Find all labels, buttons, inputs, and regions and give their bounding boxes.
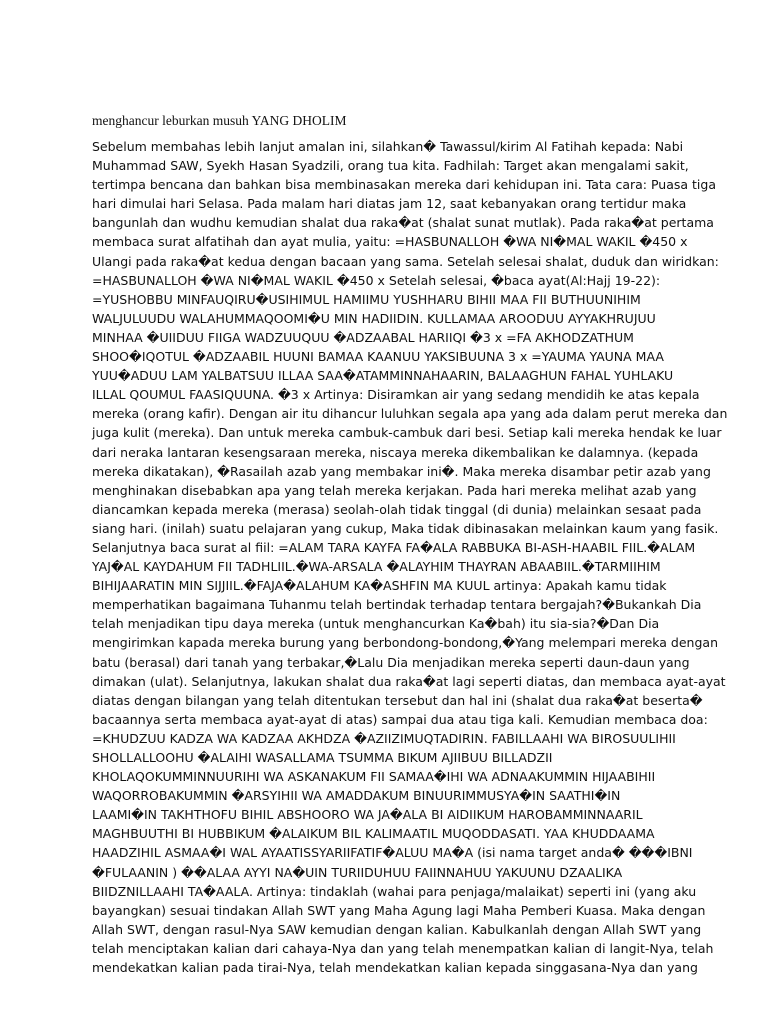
body-text-line: menghinakan disebabkan apa yang telah mereka kerjakan. Pada hari mereka melihat azab yang [92,482,697,498]
body-text-line: YUU�ADUU LAM YALBATSUU ILLAA SAA�ATAMMINNAHAARIN, BALAAGHUN FAHAL YUHLAKU [92,368,674,384]
body-text-line: Muhammad SAW, Syekh Hasan Syadzili, orang tua kita. Fadhilah: Target akan mengalami sakit, [92,158,689,174]
document-title: menghancur leburkan musuh YANG DHOLIM [92,113,347,128]
body-text-line: hari dimulai hari Selasa. Pada malam hari diatas jam 12, saat kebanyakan orang tertidur maka [92,196,687,212]
body-text-line: WAQORROBAKUMMIN �ARSYIHII WA AMADDAKUM BINUURIMMUSYA�IN SAATHI�IN [92,788,621,804]
body-text-line: diancamkan kepada mereka (merasa) seolah-olah tidak tinggal (di dunia) melainkan sesaat pada [92,501,702,517]
body-text-line: HAADZIHIL ASMAA�I WAL AYAATISSYARIIFATIF�ALUU MA�A (isi nama target anda� ���IBNI [92,845,693,861]
body-text-line: BIIDZNILLAAHI TA�AALA. Artinya: tindaklah (wahai para penjaga/malaikat) seperti ini (yang aku [92,883,697,899]
body-text-line: LAAMI�IN TAKHTHOFU BIHIL ABSHOORO WA JA�ALA BI AIDIIKUM HAROBAMMINNAARIL [92,807,643,823]
body-text-line: KHOLAQOKUMMINNUURIHI WA ASKANAKUM FII SAMAA�IHI WA ADNAAKUMMIN HIJAABIHII [92,769,656,785]
body-text-line: bacaannya serta membaca ayat-ayat di atas) sampai dua atau tiga kali. Kemudian membaca doa: [92,711,708,727]
body-text-line: tertimpa bencana dan bahkan bisa membinasakan mereka dari kehidupan ini. Tata cara: Puasa tiga [92,177,716,193]
body-text-line: mengirimkan kapada mereka burung yang berbondong-bondong,�Yang melempari mereka dengan [92,635,718,651]
body-text-line: =YUSHOBBU MINFAUQIRU�USIHIMUL HAMIIMU YUSHHARU BIHII MAA FII BUTHUUNIHIM [92,291,641,307]
body-text-line: �FULAANIN ) ��ALAA AYYI NA�UIN TURIIDUHUU FAIINNAHUU YAKUUNU DZAALIKA [92,864,623,880]
body-text-line: telah menciptakan kalian dari cahaya-Nya dan yang telah menempatkan kalian di langit-Nya, telah [92,940,714,956]
body-text-line: Selanjutnya baca surat al fiil: =ALAM TARA KAYFA FA�ALA RABBUKA BI-ASH-HAABIL FIIL.�ALAM [92,539,696,555]
body-text-line: SHOLLALLOOHU �ALAIHI WASALLAMA TSUMMA BIKUM AJIIBUU BILLADZII [92,750,553,765]
body-text-line: memperhatikan bagaimana Tuhanmu telah bertindak terhadap tentara bergajah?�Bukankah Dia [92,597,702,613]
body-text-line: Allah SWT, dengan rasul-Nya SAW kemudian dengan kalian. Kabulkanlah dengan Allah SWT yang [92,921,702,937]
body-text-line: Sebelum membahas lebih lanjut amalan ini, silahkan� Tawassul/kirim Al Fatihah kepada: Nabi [92,139,684,154]
body-text-line: ILLAL QOUMUL FAASIQUUNA. �3 x Artinya: Disiramkan air yang sedang mendidih ke atas kepala [92,387,700,403]
body-text-line: YAJ�AL KAYDAHUM FII TADHLIIL.�WA-ARSALA �ALAYHIM THAYRAN ABAABIIL.�TARMIIHIM [92,559,661,575]
body-text-line: Ulangi pada raka�at kedua dengan bacaan yang sama. Setelah selesai shalat, duduk dan wiridkan: [92,253,719,269]
body-text-line: diatas dengan bilangan yang telah ditentukan tersebut dan hal ini (shalat dua raka�at beserta� [92,692,703,708]
body-text-line: =KHUDZUU KADZA WA KADZAA AKHDZA �AZIIZIMUQTADIRIN. FABILLAAHI WA BIROSUULIHII [92,730,676,746]
body-text-line: mendekatkan kalian pada tirai-Nya, telah mendekatkan kalian kepada singgasana-Nya dan yang [92,960,698,976]
body-text-line: WALJULUUDU WALAHUMMAQOOMI�U MIN HADIIDIN. KULLAMAA AROODUU AYYAKHRUJUU [92,310,656,326]
document-body [92,137,728,977]
body-text-line: batu (berasal) dari tanah yang terbakar,�Lalu Dia menjadikan mereka seperti daun-daun yang [92,654,690,670]
body-text-line: =HASBUNALLOH �WA NI�MAL WAKIL �450 x Setelah selesai, �baca ayat(Al:Hajj 19-22): [92,272,661,288]
body-text-line: SHOO�IQOTUL �ADZAABIL HUUNI BAMAA KAANUU YAKSIBUUNA 3 x =YAUMA YAUNA MAA [92,349,664,365]
body-text-line: MINHAA �UIIDUU FIIGA WADZUUQUU �ADZAABAL HARIIQI �3 x =FA AKHODZATHUM [92,329,634,345]
body-text-line: dari neraka lantaran kesengsaraan mereka, niscaya mereka dikembalikan ke dalamnya. (kepada [92,444,699,460]
body-text-line: membaca surat alfatihah dan ayat mulia, yaitu: =HASBUNALLOH �WA NI�MAL WAKIL �450 x [92,234,688,250]
body-text-line: MAGHBUUTHI BI HUBBIKUM �ALAIKUM BIL KALIMAATIL MUQODDASATI. YAA KHUDDAAMA [92,826,655,842]
body-text-line: juga kulit (mereka). Dan untuk mereka cambuk-cambuk dari besi. Setiap kali mereka hendak ke luar [92,425,722,441]
body-text-line: mereka dikatakan), �Rasailah azab yang membakar ini�. Maka mereka disambar petir azab yang [92,463,711,479]
body-text-line: dimakan (ulat). Selanjutnya, lakukan shalat dua raka�at lagi seperti diatas, dan membaca ayat-ayat [92,673,726,689]
body-text-line: siang hari. (inilah) suatu pelajaran yang cukup, Maka tidak dibinasakan melainkan kaum yang fasik. [92,520,719,536]
body-text-line: BIHIJAARATIN MIN SIJJIIL.�FAJA�ALAHUM KA�ASHFIN MA KUUL artinya: Apakah kamu tidak [92,578,667,594]
body-text-line: mereka (orang kafir). Dengan air itu dihancur luluhkan segala apa yang ada dalam perut mereka dan [92,406,728,422]
body-text-line: telah menjadikan tipu daya mereka (untuk menghancurkan Ka�bah) itu sia-sia?�Dan Dia [92,616,660,632]
body-text-line: bangunlah dan wudhu kemudian shalat dua raka�at (shalat sunat mutlak). Pada raka�at pertama [92,215,714,231]
body-text-line: bayangkan) sesuai tindakan Allah SWT yang Maha Agung lagi Maha Pemberi Kuasa. Maka dengan [92,902,706,918]
